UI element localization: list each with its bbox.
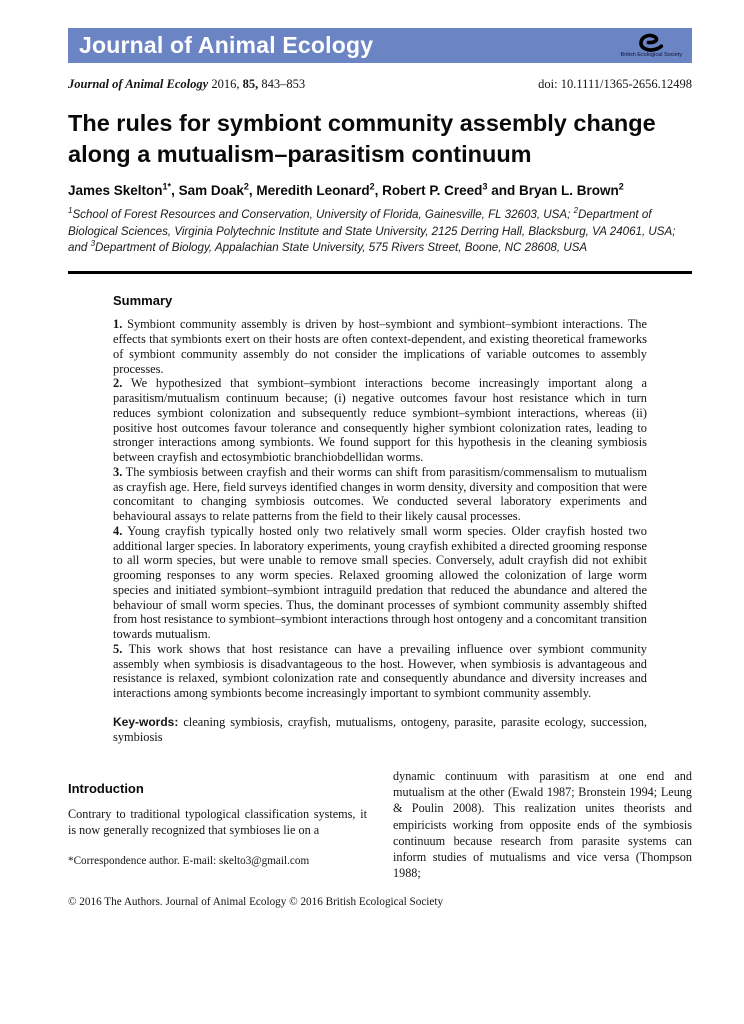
affiliation-text: School of Forest Resources and Conservation, University of Florida, Gainesville, FL 32603, USA;: [72, 208, 574, 222]
keywords-label: Key-words:: [113, 714, 179, 729]
right-column: [393, 768, 692, 882]
journal-banner-title: Journal of Animal Ecology: [79, 32, 374, 58]
left-column: [68, 768, 367, 882]
author-affiliation-sup: 3: [482, 181, 488, 192]
introduction-paragraph-left: Contrary to traditional typological classification systems, it is now generally recognized that symbioses lie on a: [68, 807, 367, 838]
journal-banner: [68, 28, 692, 63]
author-affiliation-sup: 1*: [162, 181, 172, 192]
citation-journal-name: Journal of Animal Ecology: [68, 77, 209, 91]
affiliation-number: 3: [90, 239, 96, 249]
bes-society-name: British Ecological Society: [620, 51, 682, 58]
summary-item-text: We hypothesized that symbiont–symbiont interactions become increasingly important along a parasitism/mutualism continuum because; (i) negative outcomes favour host resistance which in turn reduces symbiont colonization and subsequently reduce symbiont–symbiont interactions, whereas (ii) positive host outcomes favour tolerance and consequently higher symbiont colonization rates, leading to stronger interactions among symbionts. We found support for this hypothesis in the cleaning symbiosis between crayfish and ectosymbiotic branchiobdellidan worms.: [113, 376, 648, 465]
summary-item: [113, 524, 647, 642]
introduction-paragraph-right: dynamic continuum with parasitism at one end and mutualism at the other (Ewald 1987; Bronstein 1994; Leung & Poulin 2008). This realization unites theorists and empiricists working from opposite ends of the symbiosis continuum because research from parasite systems can inform studies of mutualisms and vice versa (Thompson 1988;: [393, 768, 692, 881]
author-affiliation-sup: 2: [369, 181, 375, 192]
keywords-line: [113, 715, 647, 746]
article-title: The rules for symbiont community assembly change along a mutualism–parasitism continuum: [68, 110, 656, 167]
copyright-footer: © 2016 The Authors. Journal of Animal Ecology © 2016 British Ecological Society: [68, 896, 444, 909]
author-affiliation-sup: 2: [618, 181, 624, 192]
citation-year: 2016,: [208, 77, 243, 91]
summary-item-number: 5.: [113, 641, 123, 656]
citation-pages: 843–853: [258, 77, 306, 91]
two-column-body: [68, 768, 692, 882]
summary-heading: Summary: [113, 293, 173, 309]
summary-item-text: This work shows that host resistance can have a prevailing influence over symbiont community assembly when symbiosis is disadvantageous to the host. However, when symbiosis is advantageous and resistance is relaxed, symbiont colonization rate and consequently abundance and diversity increases and interactions among symbionts become increasingly important to symbiont community assembly.: [113, 641, 648, 701]
author: and Bryan L. Brown$^2$: [487, 181, 624, 199]
summary-section: [68, 274, 692, 746]
bes-logo: [621, 33, 682, 59]
summary-item: [113, 465, 647, 524]
author: , Meredith Leonard$^2$: [248, 181, 375, 199]
citation-text: [68, 77, 305, 92]
summary-item-number: 2.: [113, 376, 123, 391]
summary-item-number: 3.: [113, 464, 123, 479]
summary-item-text: Young crayfish typically hosted only two relatively small worm species. Older crayfish hosted two additional larger species. In laboratory experiments, young crayfish exhibited a directed grooming response to all worm species, but were unable to remove small species. Conversely, adult crayfish did not exhibit grooming responses to any worm species. Relaxed grooming allowed the colonization of large worm species and initiated symbiont–symbiont intraguild predation that reduced the abundance and altered the behaviour of small worm species. Thus, the dominant processes of symbiont community assembly shifted from host resistance to symbiont–symbiont interactions through host ontogeny and a concomitant transition towards mutualism.: [113, 523, 647, 642]
citation-row: [68, 77, 692, 92]
correspondence-footnote: *Correspondence author. E-mail: skelto3@gmail.com: [68, 854, 310, 867]
summary-item: [113, 376, 647, 465]
affiliation-text: Department of Biological Sciences, Virginia Polytechnic Institute and State University, 2125 Derring Hall, Blacksburg, VA 24061, USA; and: [68, 208, 676, 254]
summary-item-text: Symbiont community assembly is driven by host–symbiont and symbiont–symbiont interactions. The effects that symbionts exert on their hosts are often context-dependent, and existing theoretical frameworks of symbiont community assembly do not consider the implications of variable outcomes to assembly processes.: [113, 317, 647, 376]
introduction-heading: Introduction: [68, 780, 144, 796]
summary-item-number: 1.: [113, 317, 123, 332]
citation-volume: 85,: [242, 77, 259, 91]
summary-item-text: The symbiosis between crayfish and their worms can shift from parasitism/commensalism to mutualism as crayfish age. Here, field surveys identified changes in worm density, diversity and composition that were concomitant to changing symbiosis outcomes. We conducted several laboratory experiments and behavioural assays to relate patterns from the field to their likely causal processes.: [113, 464, 648, 524]
affiliation-number: 2: [573, 206, 579, 216]
summary-item-number: 4.: [113, 523, 123, 538]
author: , Sam Doak$^2$: [171, 181, 249, 199]
affiliation-number: 1: [68, 206, 73, 216]
affiliations: [68, 207, 692, 256]
doi-text: doi: 10.1111/1365-2656.12498: [538, 77, 692, 91]
authors-line: [68, 183, 692, 198]
author: , Robert P. Creed$^3$: [374, 181, 488, 199]
summary-item: [113, 642, 647, 701]
bes-swirl-e-icon: [636, 33, 666, 52]
affiliation-text: Department of Biology, Appalachian State University, 575 Rivers Street, Boone, NC 28608, USA: [95, 241, 588, 254]
summary-item: [113, 317, 647, 376]
keywords-list: cleaning symbiosis, crayfish, mutualisms, ontogeny, parasite, parasite ecology, succession, symbiosis: [113, 714, 648, 745]
author: James Skelton$^{1*}$: [68, 181, 172, 199]
author-affiliation-sup: 2: [243, 181, 249, 192]
